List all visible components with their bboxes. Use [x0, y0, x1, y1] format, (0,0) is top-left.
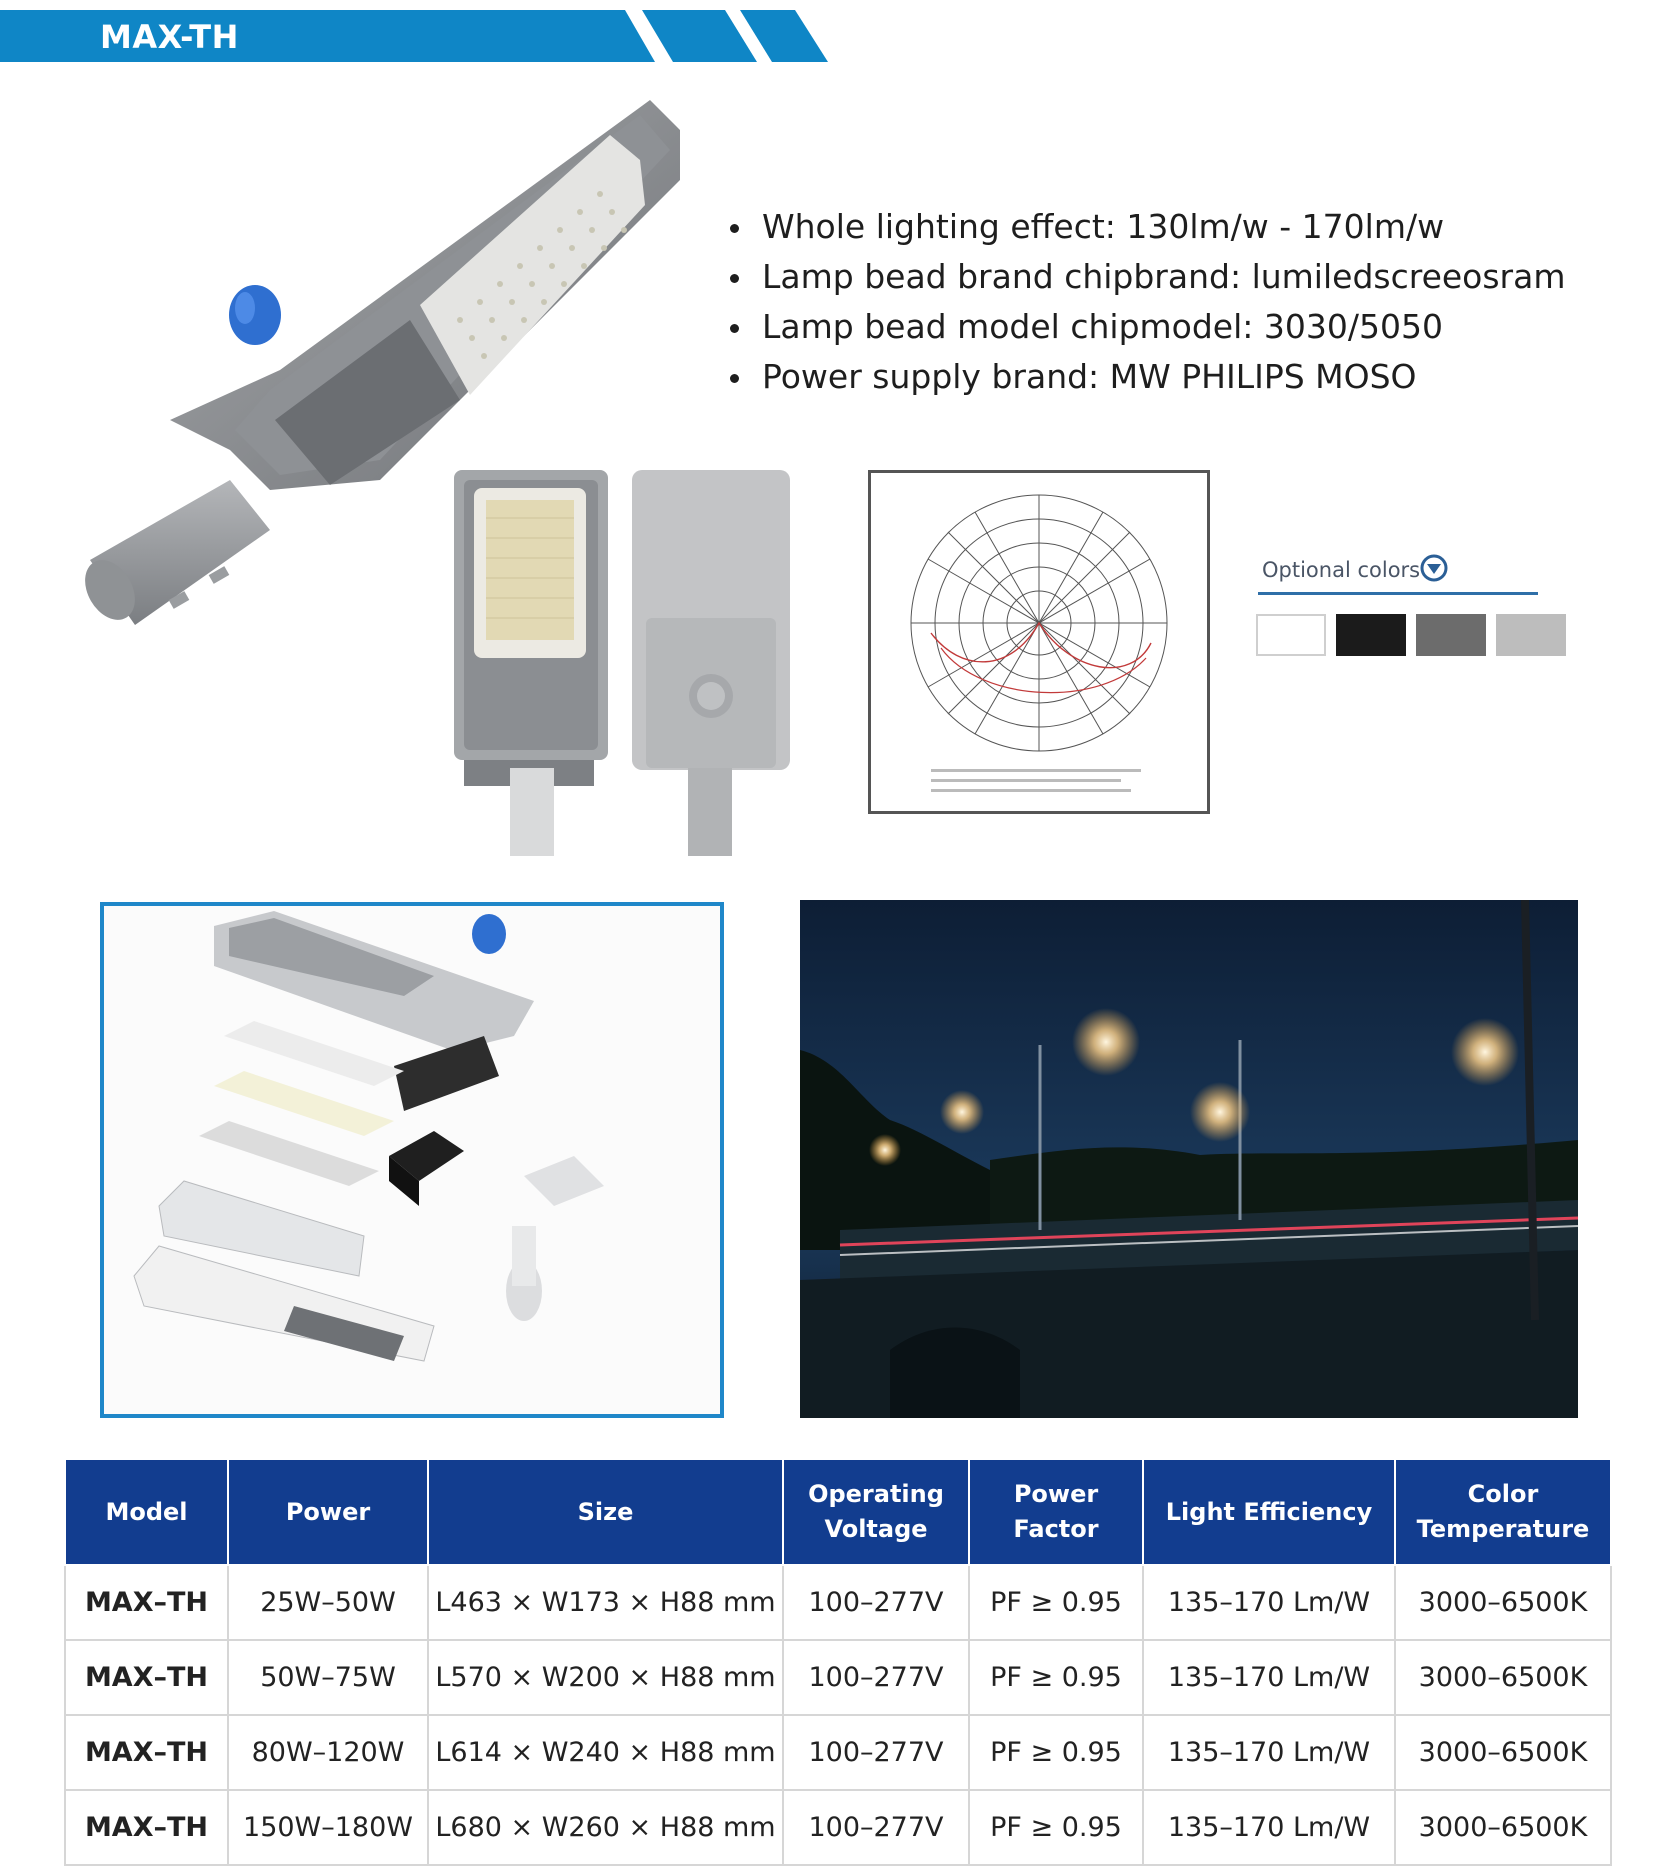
table-cell: L680 × W260 × H88 mm [428, 1790, 783, 1865]
chevron-down-icon [1420, 554, 1448, 582]
table-cell: 3000–6500K [1395, 1715, 1611, 1790]
polar-diagram [868, 470, 1210, 814]
table-cell: PF ≥ 0.95 [969, 1640, 1143, 1715]
color-swatch-light-gray [1496, 614, 1566, 656]
column-header: Light Efficiency [1143, 1459, 1395, 1565]
column-header: Power Factor [969, 1459, 1143, 1565]
table-cell: 50W–75W [228, 1640, 428, 1715]
table-cell: 100–277V [783, 1790, 969, 1865]
table-cell: 150W–180W [228, 1790, 428, 1865]
table-cell: 135–170 Lm/W [1143, 1715, 1395, 1790]
optional-colors [1250, 552, 1570, 672]
column-header: Color Temperature [1395, 1459, 1611, 1565]
table-cell: 3000–6500K [1395, 1790, 1611, 1865]
feature-list [728, 202, 1566, 402]
table-cell: PF ≥ 0.95 [969, 1565, 1143, 1640]
table-header-row [65, 1459, 1611, 1565]
color-swatch-dark-gray [1416, 614, 1486, 656]
color-swatch-black [1336, 614, 1406, 656]
table-cell: 3000–6500K [1395, 1565, 1611, 1640]
table-row [65, 1715, 1611, 1790]
table-cell: 100–277V [783, 1565, 969, 1640]
table-cell: L614 × W240 × H88 mm [428, 1715, 783, 1790]
table-row [65, 1640, 1611, 1715]
column-header: Operating Voltage [783, 1459, 969, 1565]
table-cell: 100–277V [783, 1715, 969, 1790]
table-cell: MAX–TH [65, 1640, 228, 1715]
table-cell: MAX–TH [65, 1565, 228, 1640]
table-cell: MAX–TH [65, 1715, 228, 1790]
table-row [65, 1565, 1611, 1640]
spec-table [64, 1458, 1612, 1866]
column-header: Power [228, 1459, 428, 1565]
night-bridge-photo [800, 900, 1578, 1418]
front-view-image [452, 468, 612, 858]
table-cell: 135–170 Lm/W [1143, 1790, 1395, 1865]
page-title: MAX-TH [100, 18, 239, 56]
exploded-view-image [100, 902, 724, 1418]
table-cell: PF ≥ 0.95 [969, 1715, 1143, 1790]
feature-item: Lamp bead brand chipbrand: lumiledscreeosram [728, 252, 1566, 302]
table-cell: 3000–6500K [1395, 1640, 1611, 1715]
table-cell: L570 × W200 × H88 mm [428, 1640, 783, 1715]
table-cell: 100–277V [783, 1640, 969, 1715]
table-cell: MAX–TH [65, 1790, 228, 1865]
column-header: Size [428, 1459, 783, 1565]
divider [1258, 592, 1538, 595]
feature-item: Lamp bead model chipmodel: 3030/5050 [728, 302, 1566, 352]
color-swatch-white [1256, 614, 1326, 656]
table-cell: 135–170 Lm/W [1143, 1640, 1395, 1715]
table-cell: 80W–120W [228, 1715, 428, 1790]
back-view-image [628, 468, 798, 858]
feature-item: Power supply brand: MW PHILIPS MOSO [728, 352, 1566, 402]
table-cell: L463 × W173 × H88 mm [428, 1565, 783, 1640]
table-row [65, 1790, 1611, 1865]
table-cell: 25W–50W [228, 1565, 428, 1640]
column-header: Model [65, 1459, 228, 1565]
table-cell: 135–170 Lm/W [1143, 1565, 1395, 1640]
optional-colors-label: Optional colors [1262, 558, 1421, 582]
table-cell: PF ≥ 0.95 [969, 1790, 1143, 1865]
feature-item: Whole lighting effect: 130lm/w - 170lm/w [728, 202, 1566, 252]
